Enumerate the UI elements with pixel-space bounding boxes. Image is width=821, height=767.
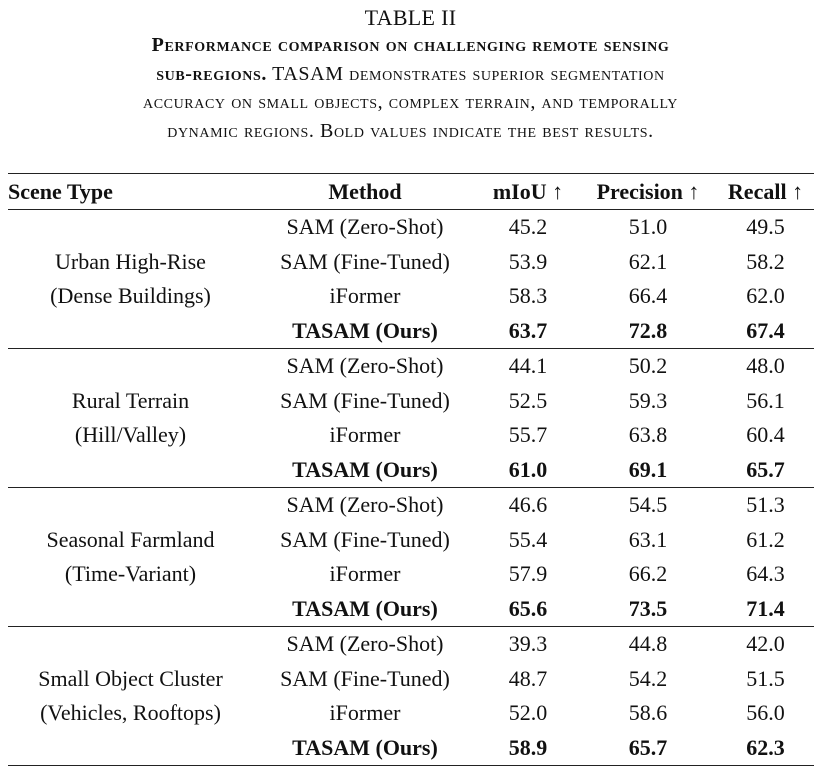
scene-group-farmland	[8, 488, 814, 627]
scene-type-name: Urban High-Rise	[55, 249, 206, 274]
miou-cell: 61.0	[508, 456, 548, 482]
miou-cell: 45.2	[508, 214, 548, 240]
method-cell: SAM (Fine-Tuned)	[280, 665, 450, 691]
scene-type-subtitle: (Hill/Valley)	[74, 422, 187, 447]
miou-cell: 52.0	[508, 700, 548, 726]
miou-cell: 53.9	[508, 248, 548, 274]
method-cell: TASAM (Ours)	[292, 317, 438, 343]
recall-cell: 65.7	[746, 456, 785, 482]
header-recall: Recall ↑	[727, 178, 804, 204]
precision-cell: 65.7	[628, 734, 668, 760]
table-row	[8, 210, 814, 245]
caption-line-2-rest: TASAM demonstrates superior segmentation	[266, 62, 665, 85]
miou-cell: 58.3	[508, 283, 548, 309]
header-miou: mIoU ↑	[492, 178, 564, 204]
precision-cell: 44.8	[628, 631, 668, 657]
scene-group-rural	[8, 349, 814, 488]
method-cell: TASAM (Ours)	[292, 456, 438, 482]
scene-group-small-object	[8, 627, 814, 766]
scene-group-urban	[8, 210, 814, 349]
miou-cell: 55.4	[508, 526, 548, 552]
precision-cell: 66.4	[628, 283, 668, 309]
scene-type-name: Small Object Cluster	[38, 666, 223, 691]
header-row	[8, 174, 814, 210]
recall-cell: 67.4	[746, 317, 785, 343]
recall-cell: 49.5	[746, 214, 785, 240]
miou-cell: 46.6	[508, 492, 548, 518]
precision-cell: 63.1	[628, 526, 668, 552]
miou-cell: 58.9	[508, 734, 548, 760]
precision-cell: 58.6	[628, 700, 668, 726]
recall-cell: 51.5	[746, 665, 785, 691]
scene-type-name: Rural Terrain	[71, 388, 190, 413]
recall-cell: 61.2	[746, 526, 785, 552]
method-cell: iFormer	[329, 283, 401, 309]
results-table	[8, 173, 814, 766]
miou-cell: 55.7	[508, 422, 548, 448]
precision-cell: 54.5	[628, 492, 668, 518]
header-precision: Precision ↑	[596, 178, 700, 204]
caption-line-2	[0, 60, 821, 89]
precision-cell: 69.1	[628, 456, 668, 482]
recall-cell: 51.3	[746, 492, 785, 518]
method-cell: TASAM (Ours)	[292, 734, 438, 760]
miou-cell: 44.1	[508, 353, 548, 379]
method-cell: SAM (Zero-Shot)	[286, 353, 444, 379]
precision-cell: 72.8	[628, 317, 668, 343]
method-cell: iFormer	[329, 561, 401, 587]
scene-type-cell	[8, 210, 253, 349]
method-cell: iFormer	[329, 700, 401, 726]
recall-cell: 60.4	[746, 422, 785, 448]
method-cell: SAM (Fine-Tuned)	[280, 387, 450, 413]
scene-type-cell	[8, 349, 253, 488]
recall-cell: 64.3	[746, 561, 785, 587]
table-label: TABLE II	[364, 5, 457, 30]
scene-type-cell	[8, 488, 253, 627]
table-row	[8, 627, 814, 662]
caption-line-2-bold: sub-regions.	[156, 62, 267, 85]
miou-cell: 57.9	[508, 561, 548, 587]
method-cell: SAM (Zero-Shot)	[286, 492, 444, 518]
method-cell: SAM (Fine-Tuned)	[280, 248, 450, 274]
caption-line-4: dynamic regions. Bold values indicate the best results.	[167, 119, 654, 142]
recall-cell: 56.1	[746, 387, 785, 413]
precision-cell: 62.1	[628, 248, 668, 274]
recall-cell: 71.4	[746, 595, 785, 621]
precision-cell: 50.2	[628, 353, 668, 379]
scene-type-subtitle: (Time-Variant)	[64, 561, 197, 586]
table-row	[8, 349, 814, 384]
scene-type-name: Seasonal Farmland	[46, 527, 215, 552]
recall-cell: 56.0	[746, 700, 785, 726]
table-row	[8, 488, 814, 523]
recall-cell: 62.0	[746, 283, 785, 309]
recall-cell: 42.0	[746, 631, 785, 657]
header-method: Method	[328, 178, 402, 204]
method-cell: SAM (Zero-Shot)	[286, 631, 444, 657]
scene-type-cell	[8, 627, 253, 766]
caption-line-3: accuracy on small objects, complex terrain, and temporally	[143, 91, 678, 113]
caption-line-1: Performance comparison on challenging remote sensing	[151, 34, 670, 56]
table-caption	[0, 4, 821, 145]
header-scene-type: Scene Type	[8, 178, 113, 204]
precision-cell: 73.5	[628, 595, 668, 621]
method-cell: SAM (Fine-Tuned)	[280, 526, 450, 552]
miou-cell: 39.3	[508, 631, 548, 657]
miou-cell: 52.5	[508, 387, 548, 413]
recall-cell: 48.0	[746, 353, 785, 379]
precision-cell: 66.2	[628, 561, 668, 587]
scene-type-subtitle: (Vehicles, Rooftops)	[40, 700, 221, 725]
recall-cell: 62.3	[746, 734, 785, 760]
precision-cell: 51.0	[628, 214, 668, 240]
method-cell: iFormer	[329, 422, 401, 448]
miou-cell: 48.7	[508, 665, 548, 691]
precision-cell: 59.3	[628, 387, 668, 413]
method-cell: TASAM (Ours)	[292, 595, 438, 621]
table-header	[8, 174, 814, 210]
precision-cell: 63.8	[628, 422, 668, 448]
precision-cell: 54.2	[628, 665, 668, 691]
miou-cell: 63.7	[508, 317, 548, 343]
scene-type-subtitle: (Dense Buildings)	[50, 283, 211, 308]
method-cell: SAM (Zero-Shot)	[286, 214, 444, 240]
recall-cell: 58.2	[746, 248, 785, 274]
miou-cell: 65.6	[508, 595, 548, 621]
